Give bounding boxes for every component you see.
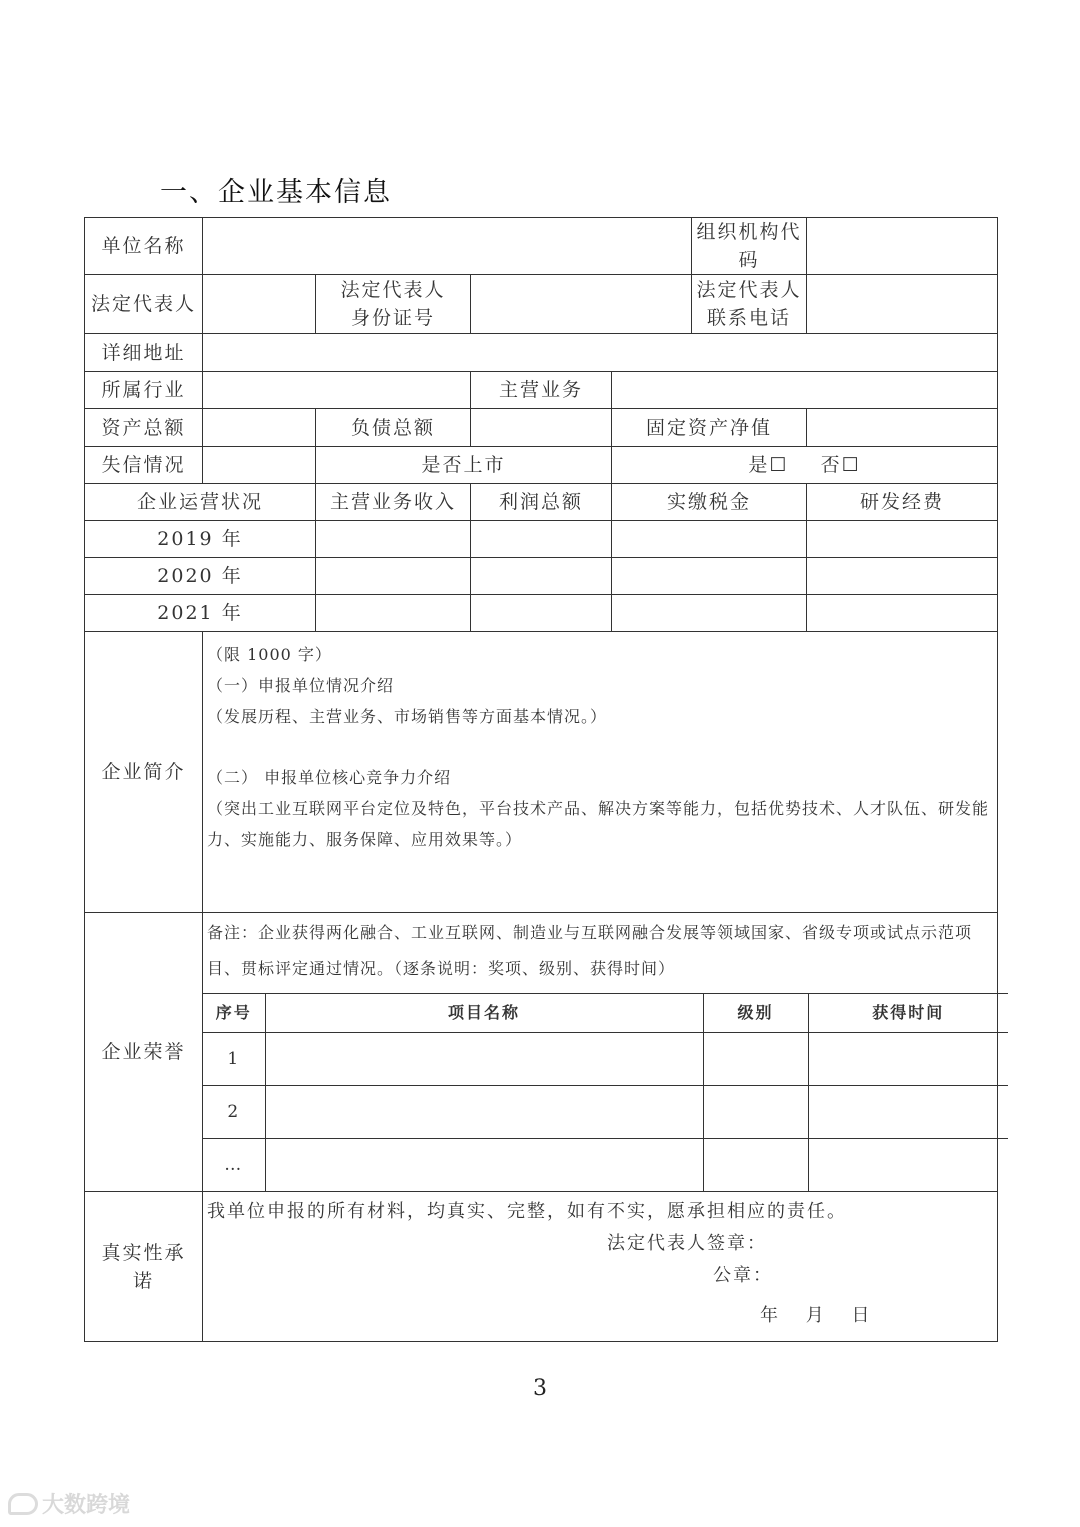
honor-level-cell[interactable] [703, 1033, 808, 1086]
profit-cell[interactable] [471, 558, 612, 595]
honor-row-no: … [203, 1139, 265, 1192]
credit-field[interactable] [203, 447, 316, 484]
tax-cell[interactable] [612, 595, 807, 632]
rd-cell[interactable] [807, 595, 998, 632]
legal-rep-id-field[interactable] [471, 275, 692, 334]
company-name-field[interactable] [203, 218, 692, 275]
date-label: 年 月 日 [760, 1305, 872, 1326]
intro-section1-title: （一）申报单位情况介绍 [207, 676, 395, 695]
no-option[interactable]: 否☐ [820, 454, 861, 476]
org-code-label: 组织机构代码 [692, 218, 807, 275]
rd-cell[interactable] [807, 558, 998, 595]
yes-option[interactable]: 是☐ [748, 454, 789, 476]
address-field[interactable] [203, 334, 998, 372]
ops-row-2019 [85, 521, 998, 558]
honor-name-cell[interactable] [265, 1139, 703, 1192]
enterprise-info-table [84, 217, 998, 1342]
revenue-cell[interactable] [316, 521, 471, 558]
honor-name-cell[interactable] [265, 1033, 703, 1086]
total-assets-label: 资产总额 [85, 409, 203, 447]
legal-rep-phone-field[interactable] [807, 275, 998, 334]
fixed-assets-label: 固定资产净值 [612, 409, 807, 447]
watermark-logo-icon [8, 1493, 38, 1515]
honor-level-cell[interactable] [703, 1139, 808, 1192]
promise-label: 真实性承 诺 [85, 1192, 203, 1342]
revenue-cell[interactable] [316, 558, 471, 595]
honor-note: 备注：企业获得两化融合、工业互联网、制造业与互联网融合发展等领域国家、省级专项或试点示范项目、贯标评定通过情况。（逐条说明：奖项、级别、获得时间） [207, 923, 973, 978]
honor-content [203, 913, 998, 1192]
intro-section1-desc: （发展历程、主营业务、市场销售等方面基本情况。） [207, 707, 608, 726]
honor-time-cell[interactable] [808, 1086, 1008, 1139]
seal-label: 公章： [713, 1265, 773, 1286]
total-liabilities-label: 负债总额 [316, 409, 471, 447]
honor-header-level: 级别 [703, 994, 808, 1033]
legal-rep-field[interactable] [203, 275, 316, 334]
industry-label: 所属行业 [85, 372, 203, 409]
no-checkbox[interactable]: ☐ [841, 454, 861, 476]
honor-row-no: 2 [203, 1086, 265, 1139]
industry-field[interactable] [203, 372, 471, 409]
ops-year: 2020 年 [85, 558, 316, 595]
ops-year: 2021 年 [85, 595, 316, 632]
ops-year: 2019 年 [85, 521, 316, 558]
honor-row [203, 1086, 1008, 1139]
fixed-assets-field[interactable] [807, 409, 998, 447]
ops-row-2021 [85, 595, 998, 632]
honor-name-cell[interactable] [265, 1086, 703, 1139]
listed-label: 是否上市 [316, 447, 612, 484]
tax-cell[interactable] [612, 521, 807, 558]
total-assets-field[interactable] [203, 409, 316, 447]
profit-cell[interactable] [471, 595, 612, 632]
org-code-field[interactable] [807, 218, 998, 275]
watermark-text: 大数跨境 [42, 1493, 131, 1518]
honor-level-cell[interactable] [703, 1086, 808, 1139]
intro-limit: （限 1000 字） [207, 645, 332, 664]
main-business-label: 主营业务 [471, 372, 612, 409]
honor-row [203, 1033, 1008, 1086]
profit-cell[interactable] [471, 521, 612, 558]
rd-cell[interactable] [807, 521, 998, 558]
total-liabilities-field[interactable] [471, 409, 612, 447]
ops-profit-header: 利润总额 [471, 484, 612, 521]
yes-checkbox[interactable]: ☐ [769, 454, 789, 476]
section-heading: 一、企业基本信息 [160, 177, 392, 208]
ops-row-2020 [85, 558, 998, 595]
main-business-field[interactable] [612, 372, 998, 409]
honor-time-cell[interactable] [808, 1033, 1008, 1086]
address-label: 详细地址 [85, 334, 203, 372]
intro-section2-title: （二） 申报单位核心竞争力介绍 [207, 768, 452, 787]
ops-revenue-header: 主营业务收入 [316, 484, 471, 521]
credit-label: 失信情况 [85, 447, 203, 484]
legal-rep-phone-label: 法定代表人 联系电话 [692, 275, 807, 334]
listed-options [612, 447, 998, 484]
honor-header-time: 获得时间 [808, 994, 1008, 1033]
page-number: 3 [533, 1376, 547, 1401]
honor-table [203, 993, 1008, 1191]
honor-header-name: 项目名称 [265, 994, 703, 1033]
intro-section2-desc: （突出工业互联网平台定位及特色，平台技术产品、解决方案等能力，包括优势技术、人才队伍、研发能力、实施能力、服务保障、应用效果等。） [207, 799, 990, 849]
honor-header-no: 序号 [203, 994, 265, 1033]
revenue-cell[interactable] [316, 595, 471, 632]
honor-time-cell[interactable] [808, 1139, 1008, 1192]
promise-text: 我单位申报的所有材料，均真实、完整，如有不实，愿承担相应的责任。 [207, 1201, 847, 1222]
ops-rd-header: 研发经费 [807, 484, 998, 521]
honor-label: 企业荣誉 [85, 913, 203, 1192]
tax-cell[interactable] [612, 558, 807, 595]
ops-header: 企业运营状况 [85, 484, 316, 521]
honor-row-no: 1 [203, 1033, 265, 1086]
ops-tax-header: 实缴税金 [612, 484, 807, 521]
promise-content [203, 1192, 998, 1342]
intro-content[interactable] [203, 632, 998, 913]
legal-rep-label: 法定代表人 [85, 275, 203, 334]
intro-label: 企业简介 [85, 632, 203, 913]
watermark [8, 1488, 130, 1519]
honor-row [203, 1139, 1008, 1192]
company-name-label: 单位名称 [85, 218, 203, 275]
signature-label: 法定代表人签章： [607, 1233, 767, 1254]
legal-rep-id-label: 法定代表人 身份证号 [316, 275, 471, 334]
